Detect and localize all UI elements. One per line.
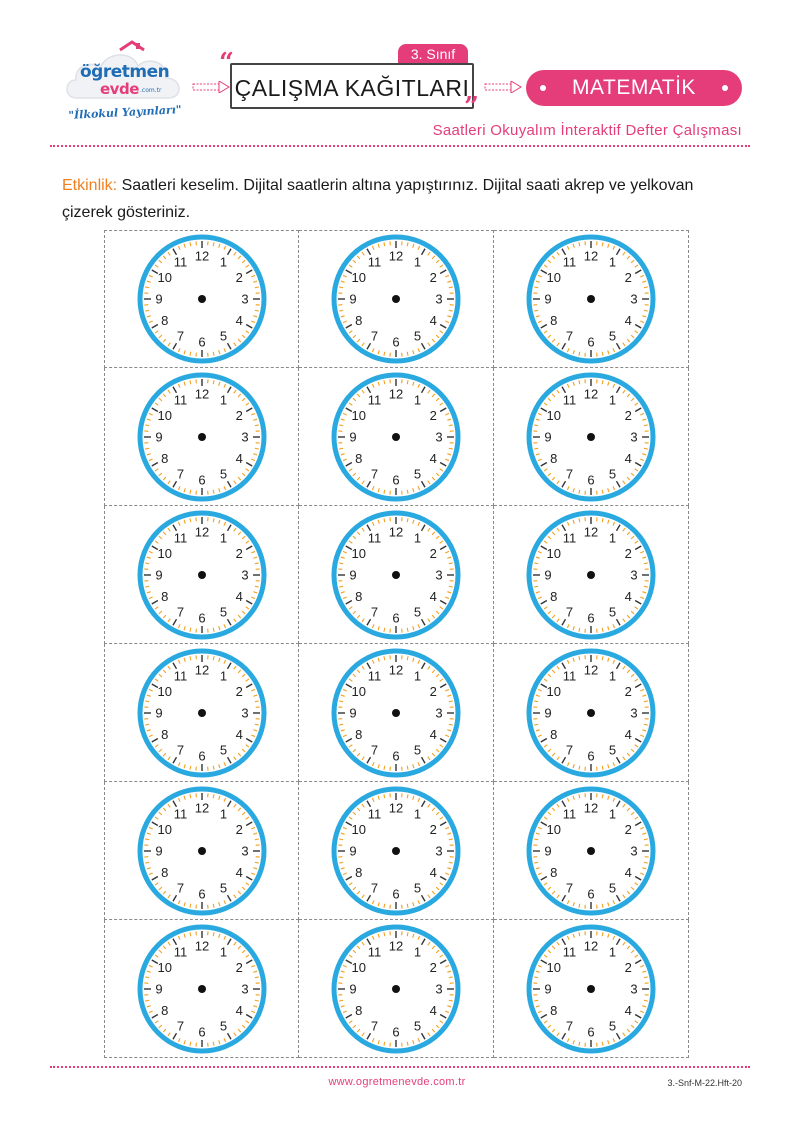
footer-url[interactable]: www.ogretmenevde.com.tr [328, 1076, 466, 1088]
clock-number: 1 [413, 805, 422, 821]
clock-number: 12 [194, 248, 209, 264]
clock-number: 3 [630, 567, 638, 582]
clock-number: 2 [624, 270, 632, 285]
clock-number: 6 [392, 748, 400, 763]
clock-number: 5 [219, 604, 227, 620]
clock-face-icon [135, 922, 269, 1056]
clock-number: 10 [157, 407, 172, 423]
clock-number: 2 [429, 407, 437, 423]
clock-number: 6 [197, 748, 206, 763]
clock-face-icon [329, 922, 463, 1056]
clock-cell [299, 230, 494, 368]
arrow-right-icon [192, 81, 230, 93]
clock-cell [104, 920, 299, 1058]
clock-center-dot [587, 433, 595, 441]
clock-center-dot [392, 847, 400, 855]
activity-instruction [62, 172, 732, 226]
activity-label: Etkinlik: [62, 177, 118, 194]
clock-number: 3 [630, 705, 638, 720]
clock-face-icon [135, 370, 269, 504]
clock-number: 3 [435, 567, 443, 582]
clock-cell [299, 368, 494, 506]
clock-number: 2 [624, 683, 632, 699]
quote-open-icon: “ [219, 48, 234, 78]
clock-number: 8 [160, 313, 168, 328]
clock-number: 10 [546, 545, 561, 561]
clock-number: 4 [429, 1002, 437, 1018]
clock-number: 4 [624, 450, 632, 466]
clock-number: 3 [435, 429, 443, 444]
clock-face-icon [135, 508, 269, 642]
clock-number: 3 [435, 291, 443, 307]
clock-number: 4 [235, 450, 243, 466]
grade-badge: 3. Sınıf [398, 44, 468, 64]
clock-number: 9 [349, 981, 357, 996]
clock-face-icon [135, 232, 269, 366]
activity-text: Saatleri keselim. Dijital saatlerin altına yapıştırınız. Dijital saati akrep ve yelkovan çizerek gösteriniz. [62, 177, 694, 221]
clock-number: 12 [388, 524, 404, 539]
clock-number: 1 [413, 943, 422, 959]
clock-number: 8 [550, 450, 558, 466]
clock-number: 2 [624, 821, 632, 837]
clock-number: 1 [413, 667, 422, 683]
subject-pill [526, 70, 742, 106]
clock-number: 5 [608, 328, 617, 344]
clock-number: 10 [351, 821, 366, 837]
clock-number: 5 [413, 742, 422, 758]
clock-cell [104, 782, 299, 920]
publisher-logo [62, 40, 186, 126]
footer-code: 3.-Snf-M-22.Hft-20 [667, 1078, 742, 1088]
clock-center-dot [587, 985, 595, 993]
clock-number: 7 [176, 328, 184, 344]
clock-number: 1 [219, 391, 227, 407]
clock-number: 8 [160, 864, 168, 880]
clock-number: 7 [565, 1018, 574, 1034]
clock-cell [104, 230, 299, 368]
clock-number: 12 [194, 800, 209, 815]
clock-cell [494, 368, 689, 506]
clock-number: 6 [392, 472, 400, 487]
clock-number: 9 [544, 843, 552, 858]
logo-domain-suffix: .com.tr [140, 87, 162, 94]
clock-number: 6 [197, 610, 206, 625]
clock-number: 12 [388, 800, 404, 815]
clock-number: 2 [624, 959, 632, 975]
clock-number: 4 [235, 588, 243, 604]
clock-number: 10 [546, 407, 561, 423]
clock-number: 11 [562, 391, 577, 407]
clock-number: 12 [583, 524, 599, 539]
clock-face-icon [524, 508, 658, 642]
clock-center-dot [198, 985, 206, 993]
clock-cell [494, 644, 689, 782]
clock-number: 5 [608, 1018, 617, 1034]
clock-number: 10 [351, 959, 366, 975]
clock-number: 2 [624, 407, 632, 423]
clock-face-icon [135, 646, 269, 780]
clock-number: 3 [240, 567, 249, 582]
clock-number: 2 [235, 270, 243, 285]
clock-number: 5 [413, 604, 422, 620]
clock-number: 1 [608, 254, 617, 270]
clock-number: 5 [413, 328, 422, 344]
clock-center-dot [198, 709, 206, 717]
clock-number: 7 [370, 466, 379, 482]
clock-number: 3 [630, 429, 638, 444]
clock-center-dot [587, 847, 595, 855]
clock-number: 10 [157, 270, 172, 285]
clock-number: 8 [355, 1002, 363, 1018]
clock-number: 7 [370, 604, 379, 620]
clock-number: 9 [544, 291, 552, 307]
clock-number: 5 [413, 880, 422, 896]
clock-number: 6 [392, 1024, 400, 1039]
clock-number: 2 [235, 407, 243, 423]
clock-number: 8 [355, 864, 363, 880]
clock-number: 9 [544, 981, 552, 996]
logo-word-ogretmen: öğretmen [80, 62, 170, 82]
clock-number: 7 [370, 328, 379, 344]
clock-number: 2 [429, 545, 437, 561]
clock-number: 12 [388, 248, 404, 264]
clock-number: 9 [349, 843, 357, 858]
clock-face-icon [524, 370, 658, 504]
clock-number: 8 [550, 313, 558, 328]
clock-number: 6 [587, 472, 595, 487]
clock-number: 11 [173, 943, 187, 959]
clock-number: 1 [413, 254, 422, 270]
clock-number: 1 [219, 529, 227, 545]
clock-number: 12 [583, 800, 599, 815]
clock-number: 12 [194, 386, 209, 401]
clock-cell [494, 782, 689, 920]
clock-number: 11 [367, 943, 382, 959]
clock-number: 8 [550, 864, 558, 880]
clock-number: 7 [565, 742, 574, 758]
clock-number: 9 [154, 567, 163, 582]
clock-number: 3 [435, 981, 443, 996]
clock-number: 1 [608, 805, 617, 821]
clock-number: 9 [349, 705, 357, 720]
clock-number: 2 [429, 959, 437, 975]
clock-number: 9 [154, 705, 163, 720]
clock-number: 10 [351, 407, 366, 423]
clock-face-icon [329, 646, 463, 780]
clock-number: 7 [370, 1018, 379, 1034]
clock-number: 3 [240, 981, 249, 996]
clock-number: 4 [429, 588, 437, 604]
arrow-right-icon [484, 81, 522, 93]
clock-number: 2 [429, 270, 437, 285]
clock-number: 12 [194, 662, 209, 677]
clock-number: 6 [197, 472, 206, 487]
clock-number: 11 [367, 805, 382, 821]
clock-number: 1 [608, 391, 617, 407]
clock-number: 8 [160, 588, 168, 604]
clock-number: 12 [194, 938, 209, 953]
clock-number: 11 [173, 805, 187, 821]
clock-number: 9 [544, 429, 552, 444]
clock-number: 7 [176, 880, 184, 896]
clock-number: 6 [392, 334, 400, 350]
clock-number: 7 [370, 880, 379, 896]
clock-number: 2 [429, 821, 437, 837]
worksheet-title-box [230, 63, 474, 109]
clock-number: 4 [429, 864, 437, 880]
clock-number: 8 [160, 726, 168, 742]
clock-number: 7 [370, 742, 379, 758]
clock-number: 12 [583, 386, 599, 401]
clock-number: 5 [608, 742, 617, 758]
clock-number: 3 [630, 291, 638, 307]
clock-number: 11 [173, 529, 187, 545]
clock-face-icon [524, 646, 658, 780]
clock-number: 11 [562, 805, 577, 821]
clock-number: 1 [413, 529, 422, 545]
clock-number: 4 [235, 726, 243, 742]
clock-number: 9 [349, 291, 357, 307]
clock-number: 1 [219, 254, 227, 270]
clock-number: 12 [583, 938, 599, 953]
clock-center-dot [198, 847, 206, 855]
clock-number: 3 [435, 843, 443, 858]
clock-cell [494, 506, 689, 644]
clock-number: 3 [240, 843, 249, 858]
clock-number: 2 [624, 545, 632, 561]
clock-cell [494, 230, 689, 368]
clock-number: 10 [546, 270, 561, 285]
clock-number: 7 [176, 604, 184, 620]
clock-number: 9 [544, 567, 552, 582]
footer-divider [50, 1066, 750, 1068]
clock-number: 2 [235, 545, 243, 561]
clock-number: 10 [351, 545, 366, 561]
clock-face-icon [329, 508, 463, 642]
clock-center-dot [587, 295, 595, 303]
clock-center-dot [392, 985, 400, 993]
clock-number: 11 [562, 667, 577, 683]
clock-face-icon [329, 370, 463, 504]
clock-number: 5 [413, 1018, 422, 1034]
clock-grid [104, 230, 689, 1058]
clock-cell [299, 782, 494, 920]
clock-number: 10 [351, 270, 366, 285]
clock-number: 11 [562, 529, 577, 545]
clock-number: 11 [367, 529, 382, 545]
clock-number: 6 [587, 334, 595, 350]
worksheet-title: ÇALIŞMA KAĞITLARI [234, 75, 470, 101]
bullet-dot-icon [722, 85, 728, 91]
clock-number: 8 [550, 588, 558, 604]
clock-number: 4 [624, 1002, 632, 1018]
clock-number: 10 [546, 683, 561, 699]
clock-number: 9 [154, 429, 163, 444]
clock-number: 8 [160, 450, 168, 466]
clock-number: 6 [587, 1024, 595, 1039]
clock-number: 11 [173, 254, 187, 270]
clock-number: 7 [176, 742, 184, 758]
clock-number: 1 [219, 805, 227, 821]
clock-number: 11 [562, 254, 577, 270]
clock-face-icon [135, 784, 269, 918]
clock-number: 5 [608, 880, 617, 896]
clock-number: 9 [544, 705, 552, 720]
clock-number: 4 [429, 313, 437, 328]
clock-number: 12 [583, 248, 599, 264]
clock-number: 2 [235, 821, 243, 837]
clock-number: 5 [219, 328, 227, 344]
clock-face-icon [524, 232, 658, 366]
clock-number: 8 [355, 588, 363, 604]
clock-number: 7 [565, 328, 574, 344]
clock-number: 11 [173, 667, 187, 683]
clock-number: 8 [550, 726, 558, 742]
clock-number: 7 [565, 604, 574, 620]
clock-number: 1 [608, 529, 617, 545]
clock-number: 1 [608, 667, 617, 683]
clock-number: 6 [587, 610, 595, 625]
clock-number: 7 [176, 1018, 184, 1034]
clock-number: 11 [562, 943, 577, 959]
clock-cell [104, 506, 299, 644]
clock-center-dot [587, 709, 595, 717]
clock-number: 11 [173, 391, 187, 407]
clock-number: 10 [546, 821, 561, 837]
clock-number: 8 [550, 1002, 558, 1018]
clock-number: 10 [157, 959, 172, 975]
clock-number: 3 [630, 843, 638, 858]
clock-center-dot [587, 571, 595, 579]
clock-number: 4 [624, 313, 632, 328]
clock-number: 9 [349, 567, 357, 582]
clock-face-icon [329, 784, 463, 918]
logo-word-evde: evde [100, 80, 139, 98]
clock-number: 12 [388, 662, 404, 677]
clock-number: 5 [608, 604, 617, 620]
clock-number: 5 [219, 880, 227, 896]
clock-number: 6 [197, 334, 206, 350]
header-divider [50, 145, 750, 147]
clock-number: 10 [157, 821, 172, 837]
clock-number: 10 [546, 959, 561, 975]
clock-number: 10 [351, 683, 366, 699]
clock-number: 3 [240, 291, 249, 307]
clock-number: 9 [154, 291, 163, 307]
clock-number: 5 [608, 466, 617, 482]
clock-number: 11 [367, 667, 382, 683]
worksheet-subtitle: Saatleri Okuyalım İnteraktif Defter Çalışması [432, 122, 742, 139]
clock-number: 9 [349, 429, 357, 444]
clock-number: 3 [240, 429, 249, 444]
clock-number: 8 [160, 1002, 168, 1018]
clock-center-dot [392, 709, 400, 717]
clock-number: 8 [355, 450, 363, 466]
clock-center-dot [198, 295, 206, 303]
clock-center-dot [392, 571, 400, 579]
clock-cell [299, 920, 494, 1058]
clock-number: 6 [587, 748, 595, 763]
clock-number: 6 [392, 610, 400, 625]
logo-tagline: "İlkokul Yayınları" [68, 103, 182, 122]
clock-number: 5 [413, 466, 422, 482]
clock-number: 12 [194, 524, 209, 539]
clock-number: 4 [624, 726, 632, 742]
clock-number: 1 [608, 943, 617, 959]
clock-number: 5 [219, 742, 227, 758]
clock-number: 5 [219, 466, 227, 482]
clock-cell [494, 920, 689, 1058]
clock-number: 10 [157, 683, 172, 699]
clock-number: 6 [197, 1024, 206, 1039]
clock-number: 2 [235, 683, 243, 699]
clock-number: 12 [388, 386, 404, 401]
clock-face-icon [524, 922, 658, 1056]
clock-number: 2 [429, 683, 437, 699]
clock-number: 4 [235, 864, 243, 880]
clock-number: 11 [367, 254, 382, 270]
clock-number: 10 [157, 545, 172, 561]
clock-cell [104, 368, 299, 506]
clock-number: 6 [392, 886, 400, 901]
clock-number: 4 [235, 1002, 243, 1018]
clock-number: 11 [367, 391, 382, 407]
clock-number: 1 [413, 391, 422, 407]
clock-number: 4 [624, 864, 632, 880]
clock-cell [299, 506, 494, 644]
clock-number: 9 [154, 843, 163, 858]
clock-number: 1 [219, 943, 227, 959]
clock-number: 3 [240, 705, 249, 720]
clock-center-dot [392, 433, 400, 441]
clock-number: 7 [565, 880, 574, 896]
clock-number: 2 [235, 959, 243, 975]
clock-number: 12 [583, 662, 599, 677]
clock-number: 4 [624, 588, 632, 604]
quote-close-icon: ” [464, 92, 479, 122]
clock-number: 6 [587, 886, 595, 901]
clock-face-icon [524, 784, 658, 918]
clock-number: 8 [355, 313, 363, 328]
clock-number: 7 [176, 466, 184, 482]
clock-number: 4 [235, 313, 243, 328]
clock-number: 6 [197, 886, 206, 901]
clock-center-dot [198, 571, 206, 579]
clock-number: 9 [154, 981, 163, 996]
clock-number: 4 [429, 726, 437, 742]
clock-center-dot [392, 295, 400, 303]
clock-cell [299, 644, 494, 782]
clock-number: 1 [219, 667, 227, 683]
clock-number: 3 [435, 705, 443, 720]
clock-face-icon [329, 232, 463, 366]
clock-number: 8 [355, 726, 363, 742]
clock-number: 7 [565, 466, 574, 482]
subject-label: MATEMATİK [572, 76, 696, 99]
clock-number: 3 [630, 981, 638, 996]
clock-center-dot [198, 433, 206, 441]
clock-number: 4 [429, 450, 437, 466]
clock-number: 12 [388, 938, 404, 953]
clock-number: 5 [219, 1018, 227, 1034]
clock-cell [104, 644, 299, 782]
